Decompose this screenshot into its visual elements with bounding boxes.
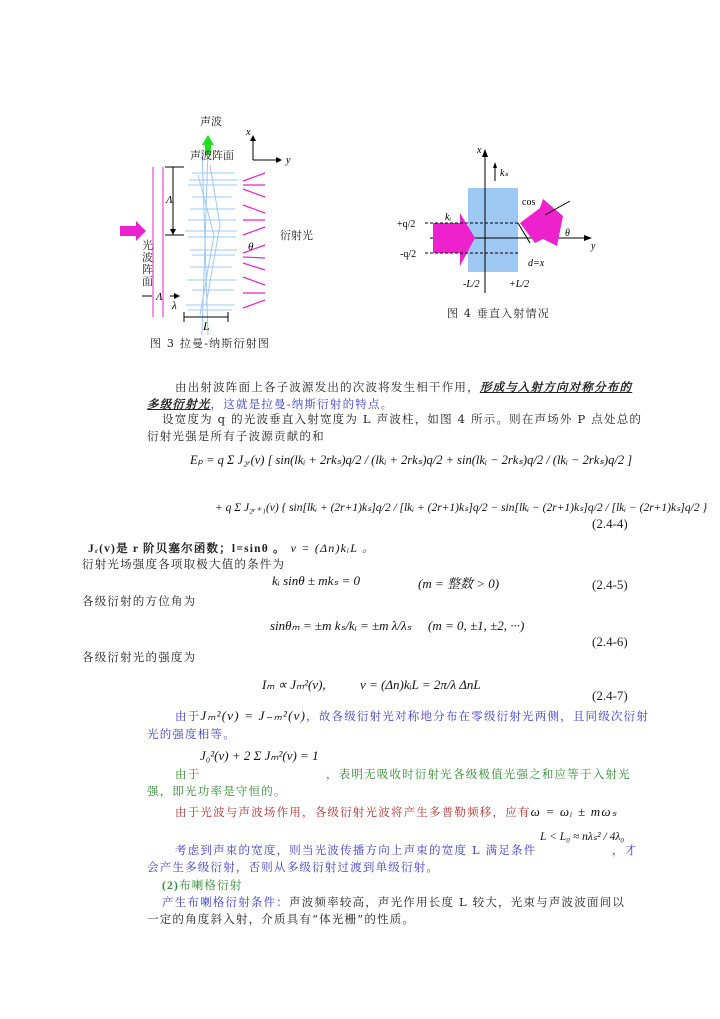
bragg-line1 [162,894,625,910]
equation-2-4-7-part1: Iₘ ∝ Jₘ²(v), [262,677,326,692]
equation-2-4-5: kᵢ sinθ ± mkₛ = 0 [272,573,361,588]
bragg-label: 产生布喇格衍射条件： [162,895,289,909]
symmetry-line2: 光的强度相等。 [147,727,236,741]
minus-q-label: -q/2 [400,249,417,260]
equation-2-4-4-line2: + q Σ J₂ᵣ₊₁(v) { sin[lkᵢ + (2r+1)kₛ]q/2 / [lkᵢ + (2r+1)kₛ]q/2 − sin[lkᵢ − (2r+1)kₛ]q/2 / [lkᵢ − (2r+1)kₛ]q/2 } [215,502,708,514]
equation-number-2-4-5: (2.4-5) [592,577,628,592]
axis-x-label: x [477,145,482,156]
max-condition-intro: 衍射光场强度各项取极大值的条件为 [82,557,286,571]
normal-incidence-diagram [395,143,605,303]
azimuth-intro: 各级衍射的方位角为 [82,594,197,608]
power-rest: ，表明无吸收时衍射光各级极值光强之和应等于入射光 [326,767,631,781]
sound-label: 声波 [200,115,222,128]
diffracted-light-label: 衍射光 [280,229,313,242]
section-2-title: 布喇格衍射 [179,878,243,892]
section-2-number: (2) [162,880,180,892]
light-front-label: 光波阵面 [142,239,153,288]
figure-4-caption: 图 4 垂直入射情况 [447,307,550,320]
raman-nath-diagram [110,105,340,335]
para2-line1: 设宽度为 q 的光波垂直入射宽度为 L 声波柱，如图 4 所示。则在声场外 P 点处总的 [162,412,643,426]
equation-2-4-5-condition: (m = 整数 > 0) [418,576,500,591]
lambda-sound-label-2: Λ [156,291,163,303]
lambda-sound-label: Λ [166,194,173,206]
para1-blue: ，这就是拉曼-纳斯衍射的特点。 [210,397,394,411]
cos-label: cos [522,197,536,208]
figure-3 [110,105,340,335]
equation-2-4-6: sinθₘ = ±m kₛ/kᵢ = ±m λ/λₛ [270,618,412,633]
axis-y-label: y [591,241,596,252]
plus-q-label: +q/2 [397,219,416,230]
bessel-note-text: Jᵣ(v)是 r 阶贝塞尔函数；l=sinθ 。 [88,543,286,555]
para1-emphasis-1: 形成与入射方向对称分布的 [479,380,633,394]
axis-y-label: y [286,155,291,166]
lambda-light-label: λ [172,300,177,312]
figure-4 [395,143,605,303]
intensity-intro: 各级衍射光的强度为 [82,650,197,664]
power-formula: J₀²(v) + 2 Σ Jₘ²(v) = 1 [200,748,319,763]
width-line2: 会产生多级衍射，否则从多级衍射过渡到单级衍射。 [147,860,440,874]
symmetry-rest: ，故各级衍射光对称地分布在零级衍射光两侧，且同级次衍射 [306,709,650,723]
plus-L-label: +L/2 [509,279,530,290]
doppler-sentence: 由于光波与声波场作用，各级衍射光波将产生多普勒频移，应有 [175,805,531,819]
symmetry-prefix: 由于 [175,709,201,723]
para1-emphasis-2: 多级衍射光 [147,397,211,411]
ki-label: kᵢ [445,212,452,223]
d-label: d=x [528,258,545,269]
width-text: 考虑到声束的宽度，则当光波传播方向上声束的宽度 L 满足条件 [175,843,537,857]
theta-label: θ [565,228,570,239]
para2-line2: 衍射光强是所有子波源贡献的和 [147,429,325,443]
para1-line1 [175,379,632,395]
bragg-line2: 一定的角度斜入射，介质具有“体光栅”的性质。 [147,912,416,926]
figure-3-caption: 图 3 拉曼-纳斯衍射图 [150,337,271,350]
equation-2-4-7-part2: v = (Δn)kᵢL = 2π/λ ΔnL [360,677,481,692]
doppler-formula: ω = ωᵢ ± mωₛ [530,804,618,819]
equation-number-2-4-4: (2.4-4) [592,516,628,531]
doppler-text [175,804,618,820]
equation-number-2-4-6: (2.4-6) [592,634,628,649]
bragg-text: 声波频率较高，声光作用长度 L 较大，光束与声波波面间以 [289,895,626,909]
ks-label: kₛ [500,168,509,179]
power-prefix: 由于 [175,767,201,781]
equation-number-2-4-7: (2.4-7) [592,688,628,703]
incident-light-arrow-icon [120,221,146,241]
equation-2-4-4-line1: Eₚ = q Σ J₂ᵣ(v) [ sin(lkᵢ + 2rkₛ)q/2 / (lkᵢ + 2rkₛ)q/2 + sin(lkᵢ − 2rkₛ)q/2 / (lkᵢ − 2rkₛ)q/2 ] [190,453,633,467]
symmetry-line1 [175,708,649,724]
axis-x-label: x [246,127,251,138]
para1-normal: 由出射波阵面上各子波源发出的次波将发生相干作用， [175,380,480,394]
width-tail: ，才 [612,843,638,857]
symmetry-formula: Jₘ²(v) = J₋ₘ²(v) [200,708,307,723]
bessel-note [88,539,375,556]
equation-2-4-6-condition: (m = 0, ±1, ±2, ···) [428,618,525,633]
v-formula: v = (Δn)kᵢL 。 [290,541,376,555]
theta-label: θ [248,241,254,253]
width-condition-formula: L < L₀ ≈ nλₛ² / 4λ₀ [540,831,625,843]
sound-front-label: 声波阵面 [190,149,234,162]
width-L-label: L [203,319,210,333]
para1-line2 [147,396,393,412]
power-line2: 强，即光功率是守恒的。 [147,784,287,798]
minus-L-label: -L/2 [463,279,480,290]
section-2-heading [162,877,243,893]
